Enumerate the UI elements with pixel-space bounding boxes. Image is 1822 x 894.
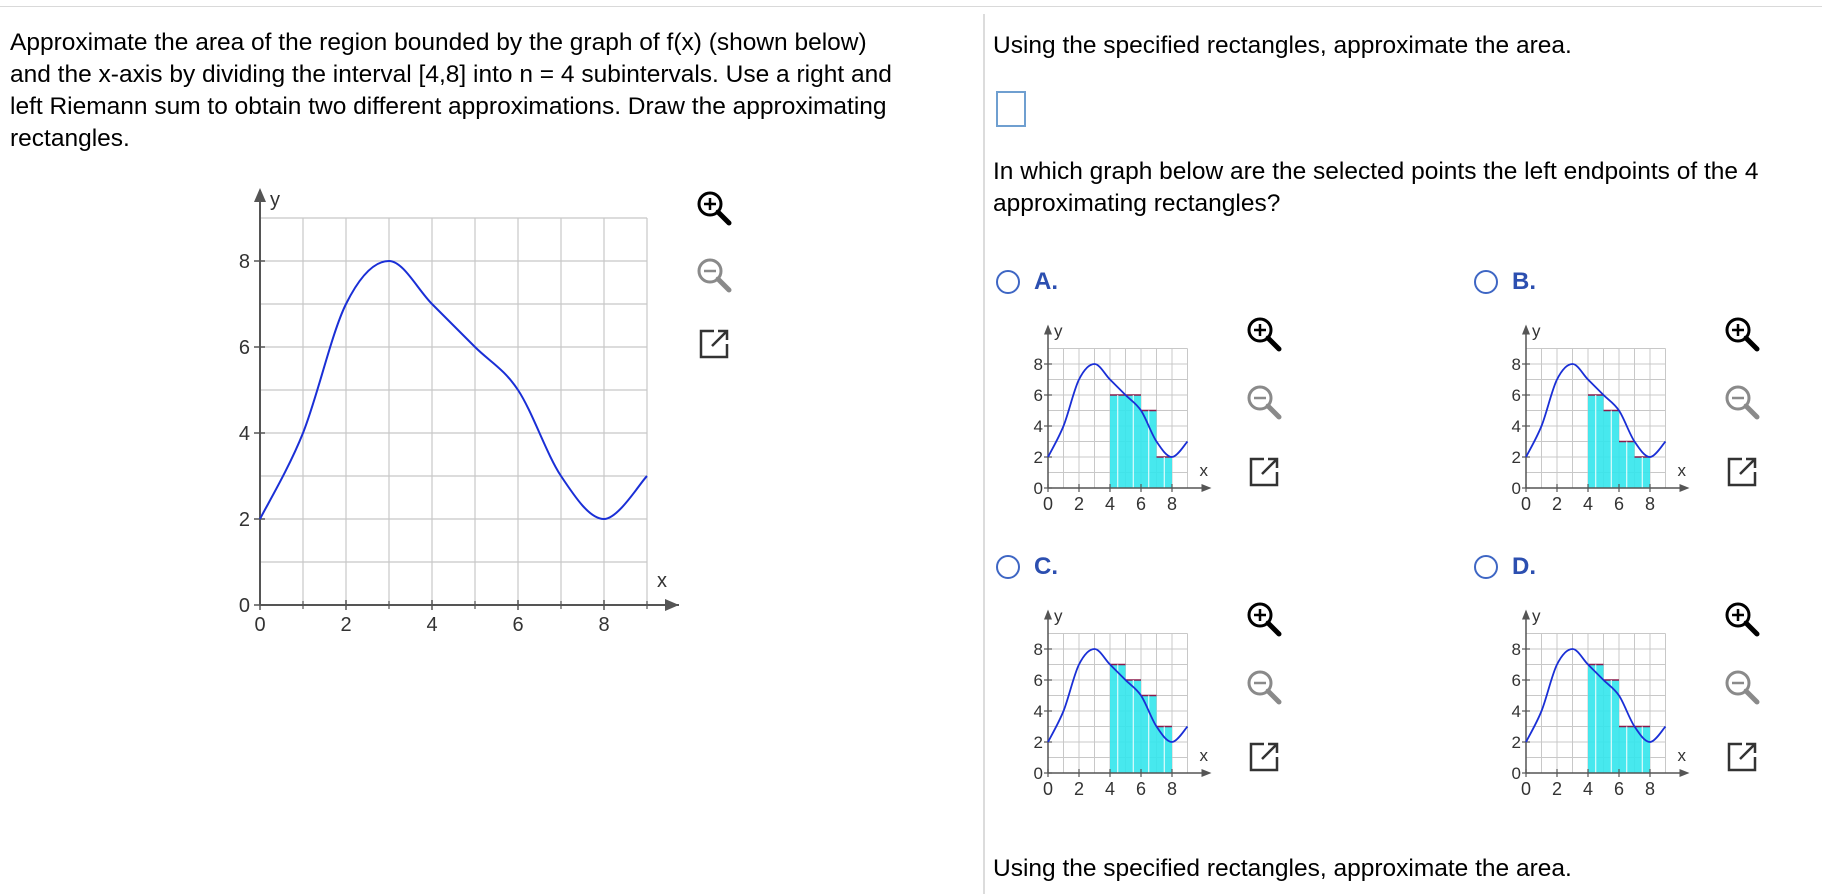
x-axis-label: x: [657, 570, 667, 592]
option-a-label[interactable]: A.: [1034, 268, 1058, 295]
option-b-radio[interactable]: [1474, 270, 1498, 294]
x-tick-label: 2: [340, 614, 352, 636]
prompt-approximate: Using the specified rectangles, approximate the area.: [993, 32, 1572, 59]
prompt-left-endpoints: [993, 156, 1813, 220]
y-tick-label: 6: [1033, 386, 1043, 405]
zoom-out-icon[interactable]: [692, 254, 736, 298]
prompt-line: In which graph below are the selected points the left endpoints of the 4: [993, 158, 1759, 185]
y-axis-arrow: [1044, 325, 1052, 335]
y-tick-label: 8: [238, 251, 250, 273]
option-d-label[interactable]: D.: [1512, 553, 1536, 580]
x-tick-label: 8: [1166, 494, 1178, 514]
x-axis-label: x: [1199, 461, 1208, 480]
x-axis-arrow: [1202, 769, 1212, 777]
y-tick-label: 2: [1511, 448, 1521, 467]
popout-icon[interactable]: [692, 322, 736, 366]
option-a-graph: [1030, 310, 1230, 525]
y-tick-label: 4: [1511, 702, 1521, 721]
zoom-in-icon[interactable]: [1242, 598, 1286, 642]
y-tick-label: 2: [238, 509, 250, 531]
x-tick-label: 0: [1520, 494, 1532, 514]
option-a-radio[interactable]: [996, 270, 1020, 294]
y-axis-arrow: [254, 188, 266, 202]
y-tick-label: 0: [1033, 479, 1043, 498]
prompt-approximate-2: Using the specified rectangles, approximate the area.: [993, 855, 1572, 882]
panel-divider: [983, 14, 985, 894]
y-tick-label: 2: [1033, 448, 1043, 467]
y-tick-label: 0: [1033, 764, 1043, 783]
zoom-out-icon[interactable]: [1720, 666, 1764, 710]
x-axis-arrow: [1680, 769, 1690, 777]
x-axis-arrow: [665, 599, 679, 611]
option-b-label[interactable]: B.: [1512, 268, 1536, 295]
y-tick-label: 0: [1511, 479, 1521, 498]
x-tick-label: 2: [1551, 494, 1563, 514]
y-tick-label: 4: [1033, 702, 1043, 721]
option-c-radio[interactable]: [996, 555, 1020, 579]
y-tick-label: 6: [238, 337, 250, 359]
y-tick-label: 8: [1511, 355, 1521, 374]
top-rule: [0, 6, 1822, 7]
zoom-out-icon[interactable]: [1242, 381, 1286, 425]
question-line: left Riemann sum to obtain two different approximations. Draw the approximating: [10, 93, 887, 120]
x-tick-label: 2: [1073, 494, 1085, 514]
x-axis-label: x: [1199, 746, 1208, 765]
question-line: Approximate the area of the region bounded by the graph of f(x) (shown below): [10, 29, 867, 56]
x-axis-arrow: [1202, 484, 1212, 492]
y-axis-label: y: [1532, 321, 1541, 341]
option-d-radio[interactable]: [1474, 555, 1498, 579]
prompt-line: approximating rectangles?: [993, 190, 1281, 217]
y-tick-label: 4: [1033, 417, 1043, 436]
y-tick-label: 4: [238, 423, 250, 445]
zoom-in-icon[interactable]: [1720, 313, 1764, 357]
x-tick-label: 0: [1042, 494, 1054, 514]
x-tick-label: 6: [512, 614, 524, 636]
y-axis-arrow: [1522, 325, 1530, 335]
option-c-label[interactable]: C.: [1034, 553, 1058, 580]
zoom-in-icon[interactable]: [692, 187, 736, 231]
y-tick-label: 6: [1511, 386, 1521, 405]
x-tick-label: 0: [1520, 779, 1532, 799]
x-tick-label: 6: [1135, 494, 1147, 514]
x-tick-label: 0: [254, 614, 266, 636]
y-axis-arrow: [1044, 610, 1052, 620]
x-tick-label: 8: [1644, 494, 1656, 514]
y-tick-label: 6: [1511, 671, 1521, 690]
y-axis-label: y: [1054, 606, 1063, 626]
y-tick-label: 2: [1511, 733, 1521, 752]
x-tick-label: 4: [1582, 494, 1594, 514]
popout-icon[interactable]: [1242, 450, 1286, 494]
option-c-graph: [1030, 595, 1230, 810]
y-tick-label: 8: [1033, 640, 1043, 659]
y-tick-label: 0: [1511, 764, 1521, 783]
y-axis-label: y: [1532, 606, 1541, 626]
x-tick-label: 0: [1042, 779, 1054, 799]
zoom-in-icon[interactable]: [1720, 598, 1764, 642]
y-tick-label: 4: [1511, 417, 1521, 436]
y-axis-label: y: [270, 189, 280, 211]
option-b-graph: [1508, 310, 1708, 525]
x-tick-label: 4: [1104, 494, 1116, 514]
y-axis-label: y: [1054, 321, 1063, 341]
x-axis-label: x: [1677, 746, 1686, 765]
x-tick-label: 8: [1166, 779, 1178, 799]
zoom-in-icon[interactable]: [1242, 313, 1286, 357]
y-tick-label: 0: [238, 595, 250, 617]
y-axis-arrow: [1522, 610, 1530, 620]
x-tick-label: 2: [1551, 779, 1563, 799]
y-tick-label: 8: [1033, 355, 1043, 374]
x-axis-arrow: [1680, 484, 1690, 492]
x-tick-label: 4: [426, 614, 438, 636]
popout-icon[interactable]: [1242, 735, 1286, 779]
x-tick-label: 2: [1073, 779, 1085, 799]
option-d-graph: [1508, 595, 1708, 810]
y-tick-label: 8: [1511, 640, 1521, 659]
x-tick-label: 8: [1644, 779, 1656, 799]
question-text: [10, 27, 970, 155]
x-tick-label: 6: [1613, 494, 1625, 514]
popout-icon[interactable]: [1720, 450, 1764, 494]
x-tick-label: 6: [1135, 779, 1147, 799]
x-tick-label: 6: [1613, 779, 1625, 799]
y-tick-label: 2: [1033, 733, 1043, 752]
x-tick-label: 4: [1582, 779, 1594, 799]
zoom-out-icon[interactable]: [1720, 381, 1764, 425]
zoom-out-icon[interactable]: [1242, 666, 1286, 710]
x-tick-label: 8: [598, 614, 610, 636]
question-line: rectangles.: [10, 125, 130, 152]
x-axis-label: x: [1677, 461, 1686, 480]
popout-icon[interactable]: [1720, 735, 1764, 779]
question-line: and the x-axis by dividing the interval [4,8] into n = 4 subintervals. Use a right and: [10, 61, 892, 88]
answer-input-1[interactable]: [996, 91, 1026, 127]
y-tick-label: 6: [1033, 671, 1043, 690]
main-graph: [220, 188, 690, 638]
x-tick-label: 4: [1104, 779, 1116, 799]
